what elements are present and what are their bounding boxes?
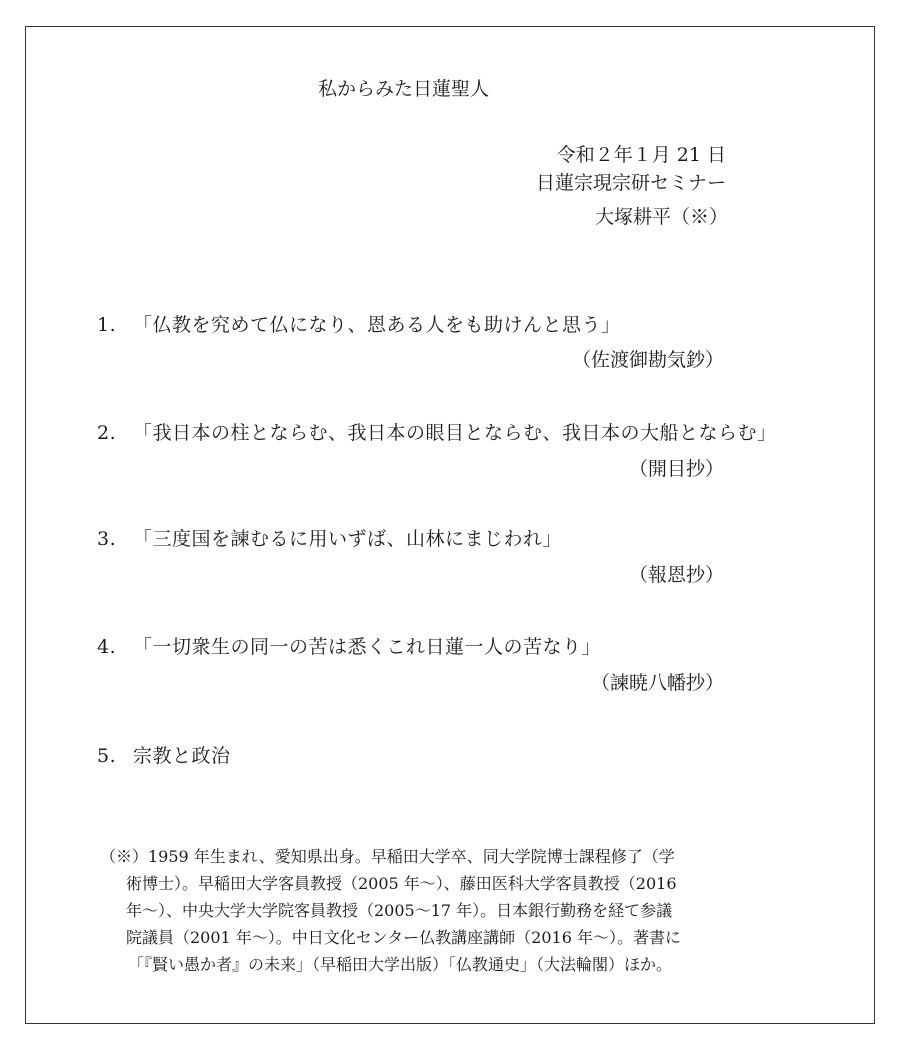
item-quote: 「三度国を諫むるに用いずば、山林にまじわれ」 bbox=[133, 528, 563, 550]
event-name: 日蓮宗現宗研セミナー bbox=[535, 172, 726, 194]
item-source: （佐渡御勘気鈔） bbox=[571, 349, 724, 371]
list-item-2 bbox=[97, 418, 777, 445]
document-title: 私からみた日蓮聖人 bbox=[318, 78, 490, 100]
item-number: 2. bbox=[97, 422, 117, 444]
author-footnote bbox=[100, 843, 740, 978]
item-source: （諫暁八幡抄） bbox=[590, 672, 724, 694]
document-date: 令和２年１月 21 日 bbox=[556, 144, 726, 166]
item-quote: 宗教と政治 bbox=[133, 745, 231, 767]
footnote-line: 術博士）。早稲田大学客員教授（2005 年～）、藤田医科大学客員教授（2016 bbox=[126, 874, 677, 893]
item-number: 3. bbox=[97, 528, 117, 550]
footnote-line: 年～）、中央大学大学院客員教授（2005～17 年）。日本銀行勤務を経て参議 bbox=[126, 901, 673, 920]
item-source: （開目抄） bbox=[628, 458, 724, 480]
item-number: 1. bbox=[97, 314, 117, 336]
item-source: （報恩抄） bbox=[628, 564, 724, 586]
item-quote: 「一切衆生の同一の苦は悉くこれ日蓮一人の苦なり」 bbox=[133, 636, 602, 658]
footnote-line: 「『賢い愚か者』の未来」（早稲田大学出版）「仏教通史」（大法輪閣）ほか。 bbox=[128, 955, 673, 974]
list-item-1 bbox=[97, 310, 621, 337]
footnote-line: 院議員（2001 年～）。中日文化センター仏教講座講師（2016 年～）。著書に bbox=[126, 928, 681, 947]
item-number: 5. bbox=[97, 745, 117, 767]
item-quote: 「我日本の柱とならむ、我日本の眼目とならむ、我日本の大船とならむ」 bbox=[133, 422, 777, 444]
list-item-3 bbox=[97, 524, 562, 551]
footnote-line: （※）1959 年生まれ、愛知県出身。早稲田大学卒、同大学院博士課程修了（学 bbox=[100, 847, 675, 866]
item-quote: 「仏教を究めて仏になり、恩ある人をも助けんと思う」 bbox=[133, 314, 621, 336]
list-item-5 bbox=[97, 741, 231, 768]
author-name: 大塚耕平（※） bbox=[594, 206, 728, 228]
list-item-4 bbox=[97, 632, 601, 659]
item-number: 4. bbox=[97, 636, 117, 658]
